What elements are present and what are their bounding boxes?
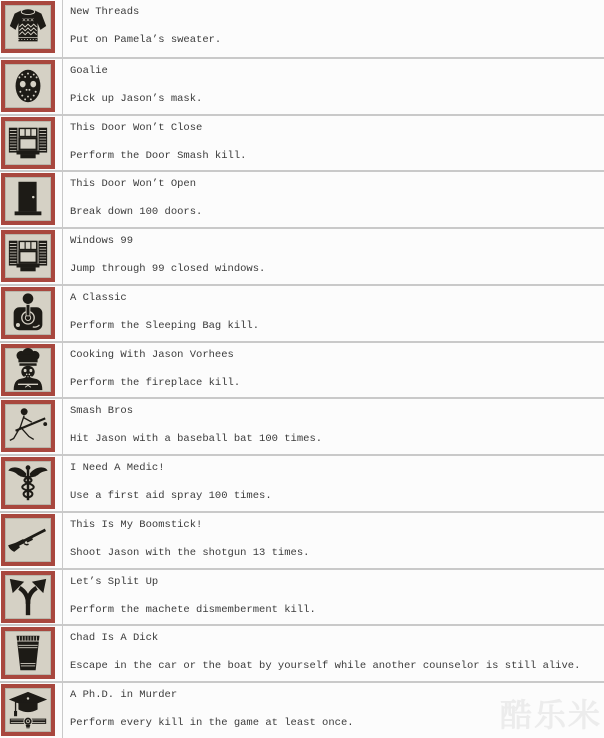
achievement-icon-cell bbox=[0, 456, 63, 511]
achievement-title: Smash Bros bbox=[70, 405, 134, 418]
shotgun-icon bbox=[1, 514, 55, 566]
achievement-description: Break down 100 doors. bbox=[70, 206, 203, 219]
achievement-icon-cell bbox=[0, 0, 63, 57]
achievement-description: Perform the Sleeping Bag kill. bbox=[70, 319, 260, 332]
achievement-icon-cell bbox=[0, 172, 63, 227]
achievement-description: Hit Jason with a baseball bat 100 times. bbox=[70, 433, 323, 446]
achievement-description: Put on Pamela’s sweater. bbox=[70, 34, 222, 46]
caduceus-icon bbox=[1, 457, 55, 509]
achievement-row bbox=[0, 227, 604, 284]
achievement-row bbox=[0, 511, 604, 568]
split-arrows-icon bbox=[1, 571, 55, 623]
achievement-title: Goalie bbox=[70, 64, 108, 77]
achievement-icon-cell bbox=[0, 229, 63, 284]
achievement-row bbox=[0, 114, 604, 171]
chef-icon bbox=[1, 344, 55, 396]
solo-cup-icon bbox=[1, 627, 55, 679]
achievement-description: Perform the fireplace kill. bbox=[70, 376, 241, 389]
achievement-title: I Need A Medic! bbox=[70, 462, 165, 475]
achievement-row bbox=[0, 0, 604, 57]
achievement-icon-cell bbox=[0, 116, 63, 171]
achievement-title: This Door Won’t Open bbox=[70, 178, 197, 191]
achievement-description: Use a first aid spray 100 times. bbox=[70, 490, 272, 503]
achievement-text bbox=[63, 0, 604, 57]
watermark: 酷乐米 bbox=[499, 696, 602, 734]
achievement-row bbox=[0, 454, 604, 511]
achievement-description: Perform the Door Smash kill. bbox=[70, 149, 247, 162]
achievement-text bbox=[63, 513, 604, 568]
window-icon bbox=[1, 117, 55, 169]
achievement-title: Windows 99 bbox=[70, 235, 134, 248]
achievement-row bbox=[0, 568, 604, 625]
achievement-text bbox=[63, 570, 604, 625]
achievement-icon-cell bbox=[0, 570, 63, 625]
baseball-batter-icon bbox=[1, 400, 55, 452]
achievement-icon-cell bbox=[0, 683, 63, 738]
achievement-icon-cell bbox=[0, 513, 63, 568]
door-icon bbox=[1, 173, 55, 225]
achievement-text bbox=[63, 286, 604, 341]
achievement-title: A Ph.D. in Murder bbox=[70, 689, 178, 702]
achievement-description: Jump through 99 closed windows. bbox=[70, 263, 266, 276]
achievement-icon-cell bbox=[0, 59, 63, 114]
svg-text:×××: ××× bbox=[21, 16, 35, 25]
achievement-icon-cell bbox=[0, 286, 63, 341]
achievement-description: Perform the machete dismemberment kill. bbox=[70, 603, 316, 616]
sweater-icon bbox=[1, 1, 55, 53]
achievement-text bbox=[63, 456, 604, 511]
achievement-description: Escape in the car or the boat by yourself while another counselor is still alive. bbox=[70, 660, 581, 673]
achievement-title: Chad Is A Dick bbox=[70, 632, 159, 645]
achievement-row bbox=[0, 341, 604, 398]
achievement-description: Shoot Jason with the shotgun 13 times. bbox=[70, 546, 310, 559]
achievement-title: New Threads bbox=[70, 6, 140, 18]
achievement-text bbox=[63, 399, 604, 454]
achievement-row bbox=[0, 284, 604, 341]
achievement-text bbox=[63, 683, 604, 738]
achievement-row bbox=[0, 681, 604, 738]
achievement-description: Pick up Jason’s mask. bbox=[70, 92, 203, 105]
window-icon bbox=[1, 230, 55, 282]
achievement-text bbox=[63, 172, 604, 227]
achievement-text bbox=[63, 343, 604, 398]
achievement-row bbox=[0, 57, 604, 114]
hockey-mask-icon bbox=[1, 60, 55, 112]
achievement-icon-cell bbox=[0, 399, 63, 454]
achievement-icon-cell bbox=[0, 343, 63, 398]
achievement-icon-cell bbox=[0, 626, 63, 681]
joystick-icon bbox=[1, 287, 55, 339]
achievement-text bbox=[63, 229, 604, 284]
achievement-row bbox=[0, 624, 604, 681]
achievement-row bbox=[0, 397, 604, 454]
achievement-text bbox=[63, 626, 604, 681]
achievement-title: A Classic bbox=[70, 291, 127, 304]
graduation-cap-icon bbox=[1, 684, 55, 736]
achievement-title: Cooking With Jason Vorhees bbox=[70, 348, 234, 361]
achievement-title: This Door Won’t Close bbox=[70, 121, 203, 134]
achievement-description: Perform every kill in the game at least once. bbox=[70, 717, 354, 730]
achievement-title: This Is My Boomstick! bbox=[70, 518, 203, 531]
achievement-title: Let’s Split Up bbox=[70, 575, 159, 588]
achievement-text bbox=[63, 59, 604, 114]
achievement-row bbox=[0, 170, 604, 227]
achievement-text bbox=[63, 116, 604, 171]
